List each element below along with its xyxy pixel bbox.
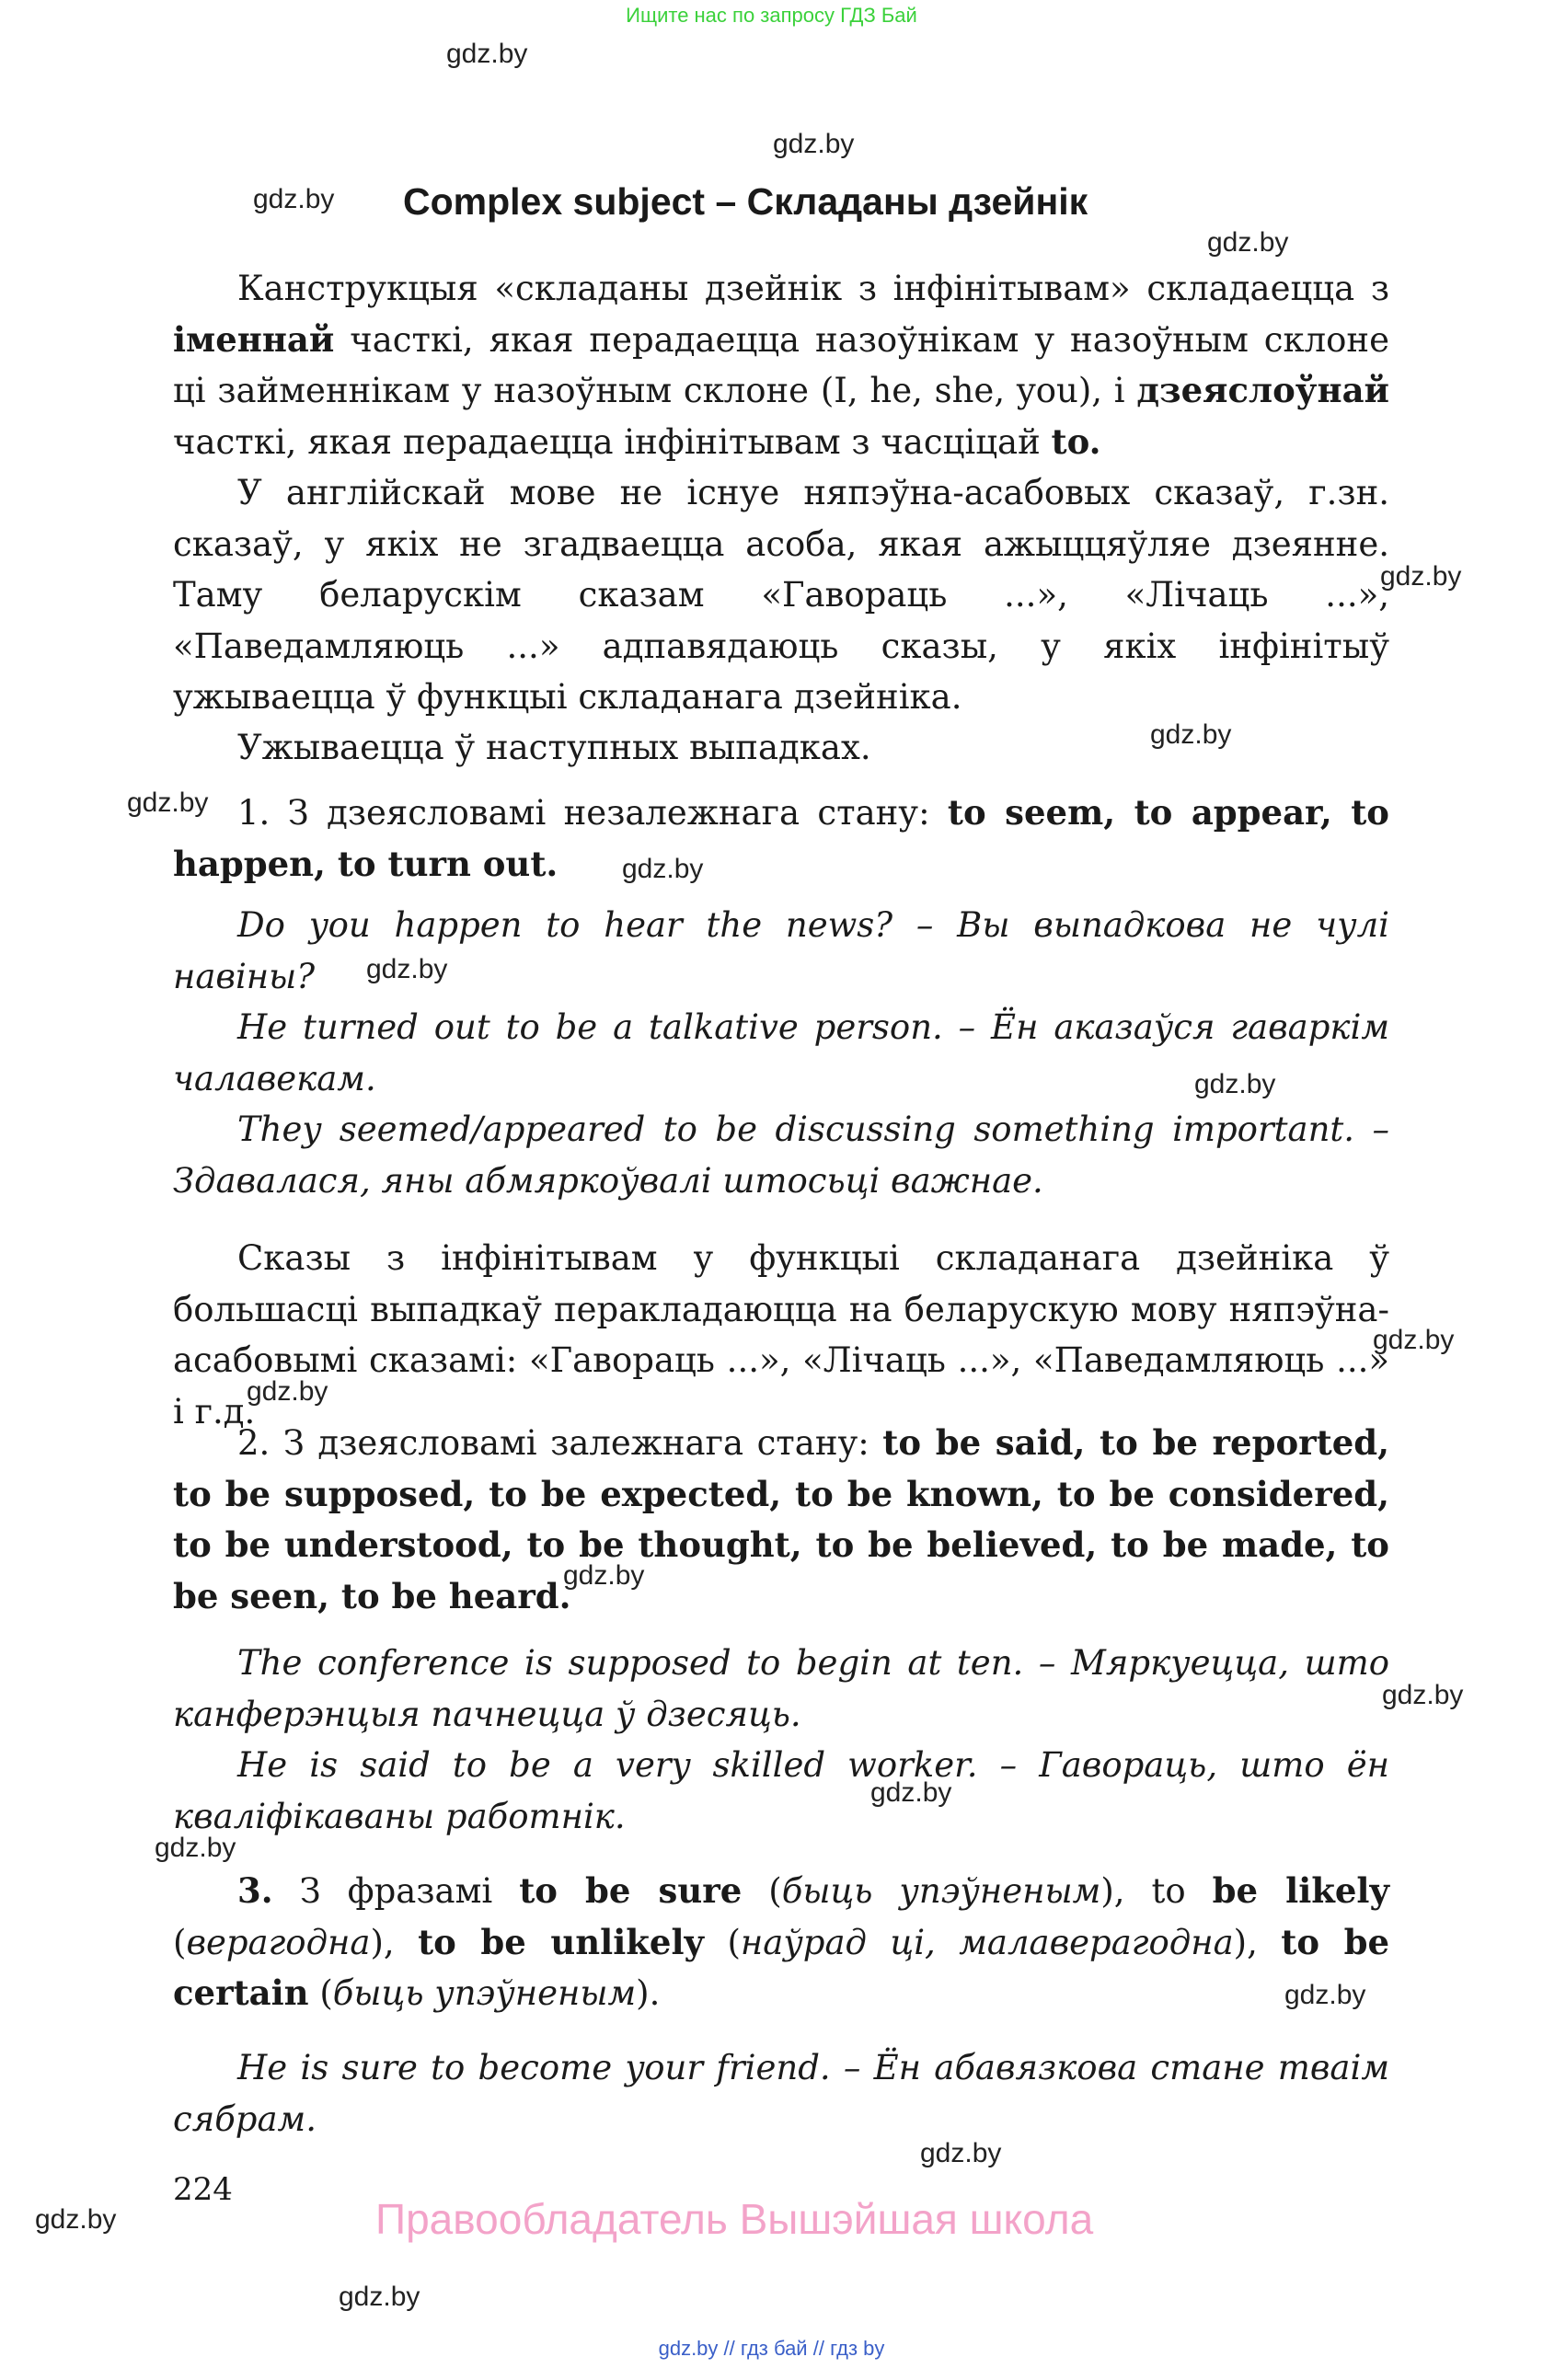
watermark: gdz.by <box>773 129 855 159</box>
watermark: gdz.by <box>247 1376 328 1407</box>
watermark: gdz.by <box>366 954 448 984</box>
page-number: 224 <box>173 2171 233 2208</box>
watermark: gdz.by <box>446 39 528 69</box>
example-1-2: He turned out to be a talkative person. – Ён аказаўся гаваркім чалавекам. <box>173 1007 1389 1098</box>
watermark: gdz.by <box>127 788 209 818</box>
watermark: gdz.by <box>253 184 335 214</box>
watermark: gdz.by <box>35 2204 117 2235</box>
copyright-notice: Правообладатель Вышэйшая школа <box>375 2195 1094 2243</box>
watermark: gdz.by <box>1373 1325 1455 1355</box>
watermark: gdz.by <box>339 2282 420 2312</box>
watermark: gdz.by <box>1382 1680 1464 1710</box>
intro-paragraph-1: Канструкцыя «складаны дзейнік з інфінітывам» складаецца з іменнай часткі, якая перадаецца назоўнікам у назоўным склоне ці займеннікам у назоўным склоне (I, he, she, you), і дзеяслоўнай часткі, якая перадаецца інфінітывам з часціцай to. <box>173 269 1389 462</box>
footer-separator: // <box>723 2337 735 2360</box>
page-title: Complex subject – Складаны дзейнік <box>403 180 1088 223</box>
top-banner[interactable]: Ищите нас по запросу ГДЗ Бай <box>626 4 917 27</box>
example-2-1: The conference is supposed to begin at ten. – Мяркуецца, што канферэнцыя пачнецца ў дзесяць. <box>173 1643 1389 1734</box>
watermark: gdz.by <box>1284 1980 1366 2010</box>
footer-links <box>0 2337 1543 2361</box>
footer-link-gdz-by-2[interactable]: гдз by <box>830 2337 885 2360</box>
rule-2: 2. З дзеясловамі залежнага стану: to be said, to be reported, to be supposed, to be expected, to be known, to be considered, to be understood, to be thought, to be believed, to be made, to be seen, to be heard. <box>173 1422 1390 1616</box>
watermark: gdz.by <box>622 854 704 884</box>
watermark: gdz.by <box>1194 1069 1276 1099</box>
watermark: gdz.by <box>155 1833 236 1863</box>
example-1-3: They seemed/appeared to be discussing something important. – Здавалася, яны абмяркоўвалі штосьці важнае. <box>173 1110 1389 1201</box>
watermark: gdz.by <box>1150 719 1232 750</box>
footer-link-gdz-bai[interactable]: гдз бай <box>740 2337 808 2360</box>
watermark: gdz.by <box>1380 561 1462 592</box>
intro-paragraph-3: Ужываецца ў наступных выпадках. <box>237 728 871 767</box>
watermark: gdz.by <box>563 1560 645 1591</box>
watermark: gdz.by <box>1207 227 1289 258</box>
intro-paragraph-2: У англійскай мове не існуе няпэўна-асабовых сказаў, г.зн. сказаў, у якіх не згадваецца асоба, якая ажыццяўляе дзеянне. Таму беларускім сказам «Гавораць ...», «Лічаць ...», «Паведамляюць ...» адпавядаюць сказы, у якіх інфінітыў ужываецца ў функцыі складанага дзейніка. <box>173 473 1389 717</box>
watermark: gdz.by <box>920 2138 1002 2168</box>
rule-1: 1. З дзеясловамі незалежнага стану: to seem, to appear, to happen, to turn out. <box>173 792 1389 884</box>
rule-3: 3. З фразамі to be sure (быць упэўненым), to be likely (верагодна), to be unlikely (наўрад ці, малаверагодна), to be certain (быць упэўненым). <box>173 1870 1389 2013</box>
translation-note: Сказы з інфінітывам у функцыі складанага дзейніка ў большасці выпадкаў перакладаюцца на беларускую мову няпэўна-асабовымі сказамі: «Гавораць ...», «Лічаць ...», «Паведамляюць ...» і г.д. <box>173 1238 1389 1431</box>
example-1-1: Do you happen to hear the news? – Вы выпадкова не чулі навіны? <box>173 905 1389 996</box>
watermark: gdz.by <box>870 1777 952 1808</box>
footer-link-gdz-by[interactable]: gdz.by <box>658 2337 719 2360</box>
example-3-1: He is sure to become your friend. – Ён абавязкова стане тваім сябрам. <box>173 2048 1389 2139</box>
footer-separator: // <box>812 2337 824 2360</box>
example-2-2: He is said to be a very skilled worker. – Гавораць, што ён кваліфікаваны работнік. <box>173 1745 1389 1836</box>
